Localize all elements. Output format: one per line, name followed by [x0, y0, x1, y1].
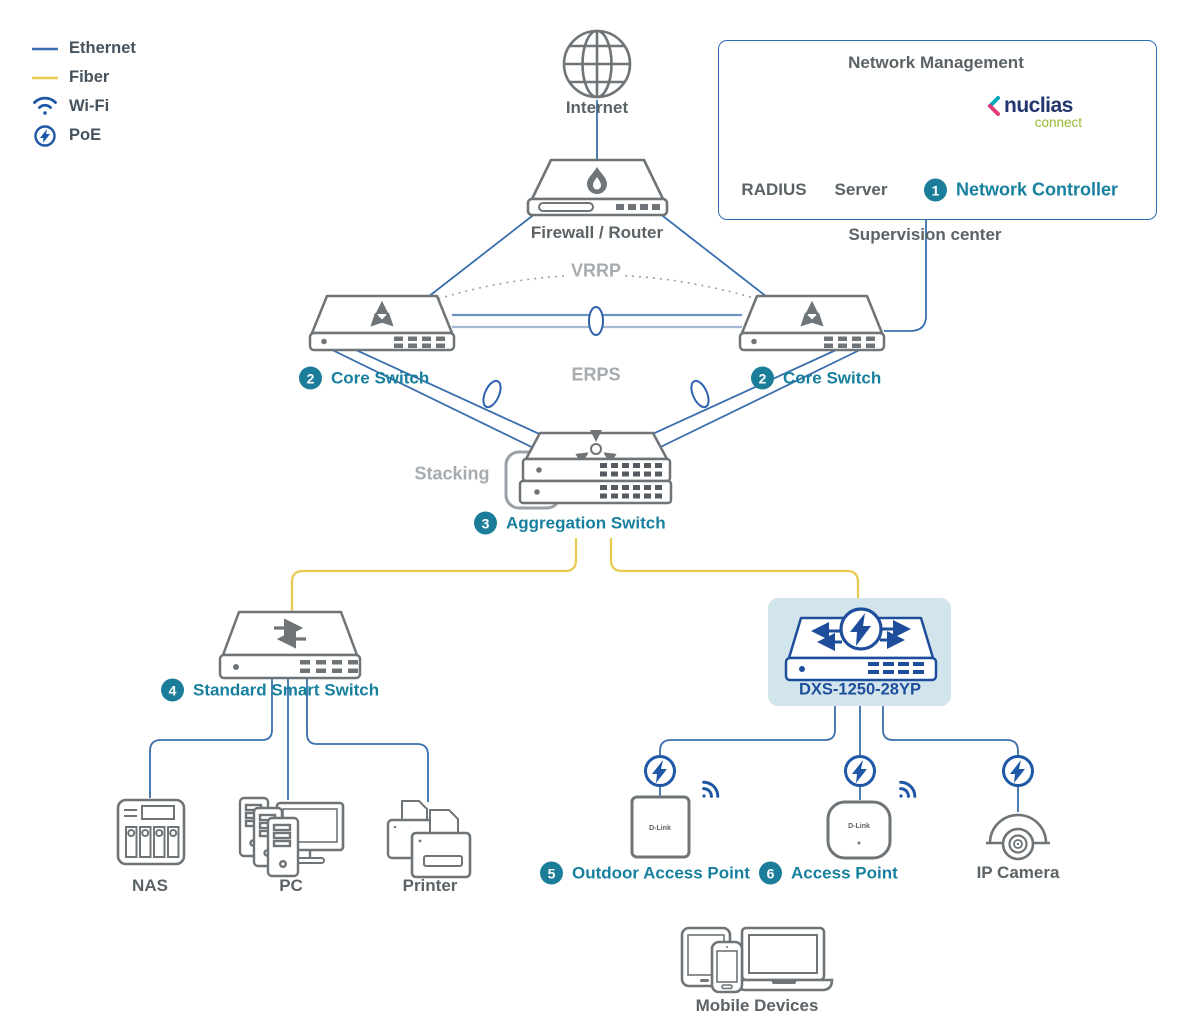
vrrp-label: VRRP: [567, 261, 625, 282]
legend-label: PoE: [69, 126, 102, 144]
server-label: Server: [834, 180, 888, 199]
outdoor-ap-label: 5 Outdoor Access Point: [540, 862, 750, 885]
core-switch-left-label: 2 Core Switch: [299, 367, 429, 390]
ap-brand: D-Link: [848, 823, 870, 830]
wifi-icon: [30, 95, 60, 119]
legend-label: Ethernet: [69, 39, 136, 57]
link-dxs-outdoor-ap: [660, 706, 835, 797]
nas-icon: [118, 800, 184, 864]
link-firewall-core-left: [428, 213, 536, 297]
smart-switch-label: 4 Standard Smart Switch: [161, 679, 379, 702]
pc-icon: [240, 798, 343, 876]
core-switch-right-label: 2 Core Switch: [751, 367, 881, 390]
wifi-icon: [893, 779, 918, 804]
poe-icon: [846, 757, 875, 786]
management-title: Network Management: [848, 53, 1024, 72]
core-switch-right-icon: [740, 296, 884, 350]
aggregation-switch-label: 3 Aggregation Switch: [474, 512, 666, 535]
nuclias-logo: [986, 94, 1082, 130]
fiber-line-icon: [30, 68, 60, 88]
stacking-label: Stacking: [414, 463, 490, 484]
poe-icon: [841, 609, 881, 649]
dxs-switch-icon: [786, 609, 936, 680]
poe-icon: [1004, 757, 1033, 786]
core-switch-left-icon: [310, 296, 454, 350]
dxs-label: DXS-1250-28YP: [799, 680, 921, 699]
erps-label: ERPS: [571, 364, 621, 385]
smart-switch-icon: [220, 612, 360, 678]
aggregation-switch-icon: [520, 433, 671, 503]
step-badge-2: 2: [299, 367, 322, 390]
ap-label: 6 Access Point: [759, 862, 898, 885]
fiber-agg-smart: [292, 538, 576, 614]
ip-camera-label: IP Camera: [976, 863, 1060, 882]
supervision-center-label: Supervision center: [848, 225, 1002, 244]
fiber-agg-dxs: [611, 538, 858, 600]
network-controller-label: 1 Network Controller: [924, 179, 1118, 202]
ap-icon: [828, 802, 890, 858]
step-badge-2: 2: [751, 367, 774, 390]
nas-label: NAS: [132, 876, 168, 895]
firewall-router-icon: [528, 160, 667, 215]
outdoor-ap-brand: D-Link: [649, 825, 671, 832]
radius-label: RADIUS: [741, 180, 807, 199]
step-badge-3: 3: [474, 512, 497, 535]
legend-item-wifi: [30, 92, 136, 121]
wifi-icon: [696, 779, 721, 804]
mobile-devices-label: Mobile Devices: [695, 996, 819, 1015]
firewall-label: Firewall / Router: [530, 223, 664, 242]
legend-label: Wi-Fi: [69, 97, 110, 115]
legend-item-poe: [30, 121, 136, 150]
link-firewall-core-right: [659, 213, 767, 297]
ethernet-line-icon: [30, 39, 60, 59]
printer-icon: [388, 801, 470, 877]
pc-label: PC: [279, 876, 303, 895]
nuclias-wordmark: nuclias: [1004, 94, 1073, 117]
step-badge-6: 6: [759, 862, 782, 885]
poe-icon: [646, 757, 675, 786]
lag-rings: [480, 307, 712, 410]
poe-icon: [30, 124, 60, 148]
internet-label: Internet: [565, 98, 629, 117]
outdoor-ap-icon: [632, 797, 689, 857]
mobile-devices-icon: [682, 928, 832, 992]
legend-item-ethernet: [30, 34, 136, 63]
internet-globe-icon: [564, 31, 630, 97]
nuclias-connect-text: connect: [1034, 115, 1082, 130]
legend-label: Fiber: [69, 68, 110, 86]
step-badge-5: 5: [540, 862, 563, 885]
nuclias-chevron-icon: [986, 94, 1001, 118]
link-dxs-camera: [883, 706, 1018, 812]
step-badge-4: 4: [161, 679, 184, 702]
legend: [30, 34, 136, 150]
legend-item-fiber: [30, 63, 136, 92]
step-badge-1: 1: [924, 179, 947, 202]
ip-camera-icon: [986, 815, 1050, 859]
printer-label: Printer: [402, 876, 458, 895]
